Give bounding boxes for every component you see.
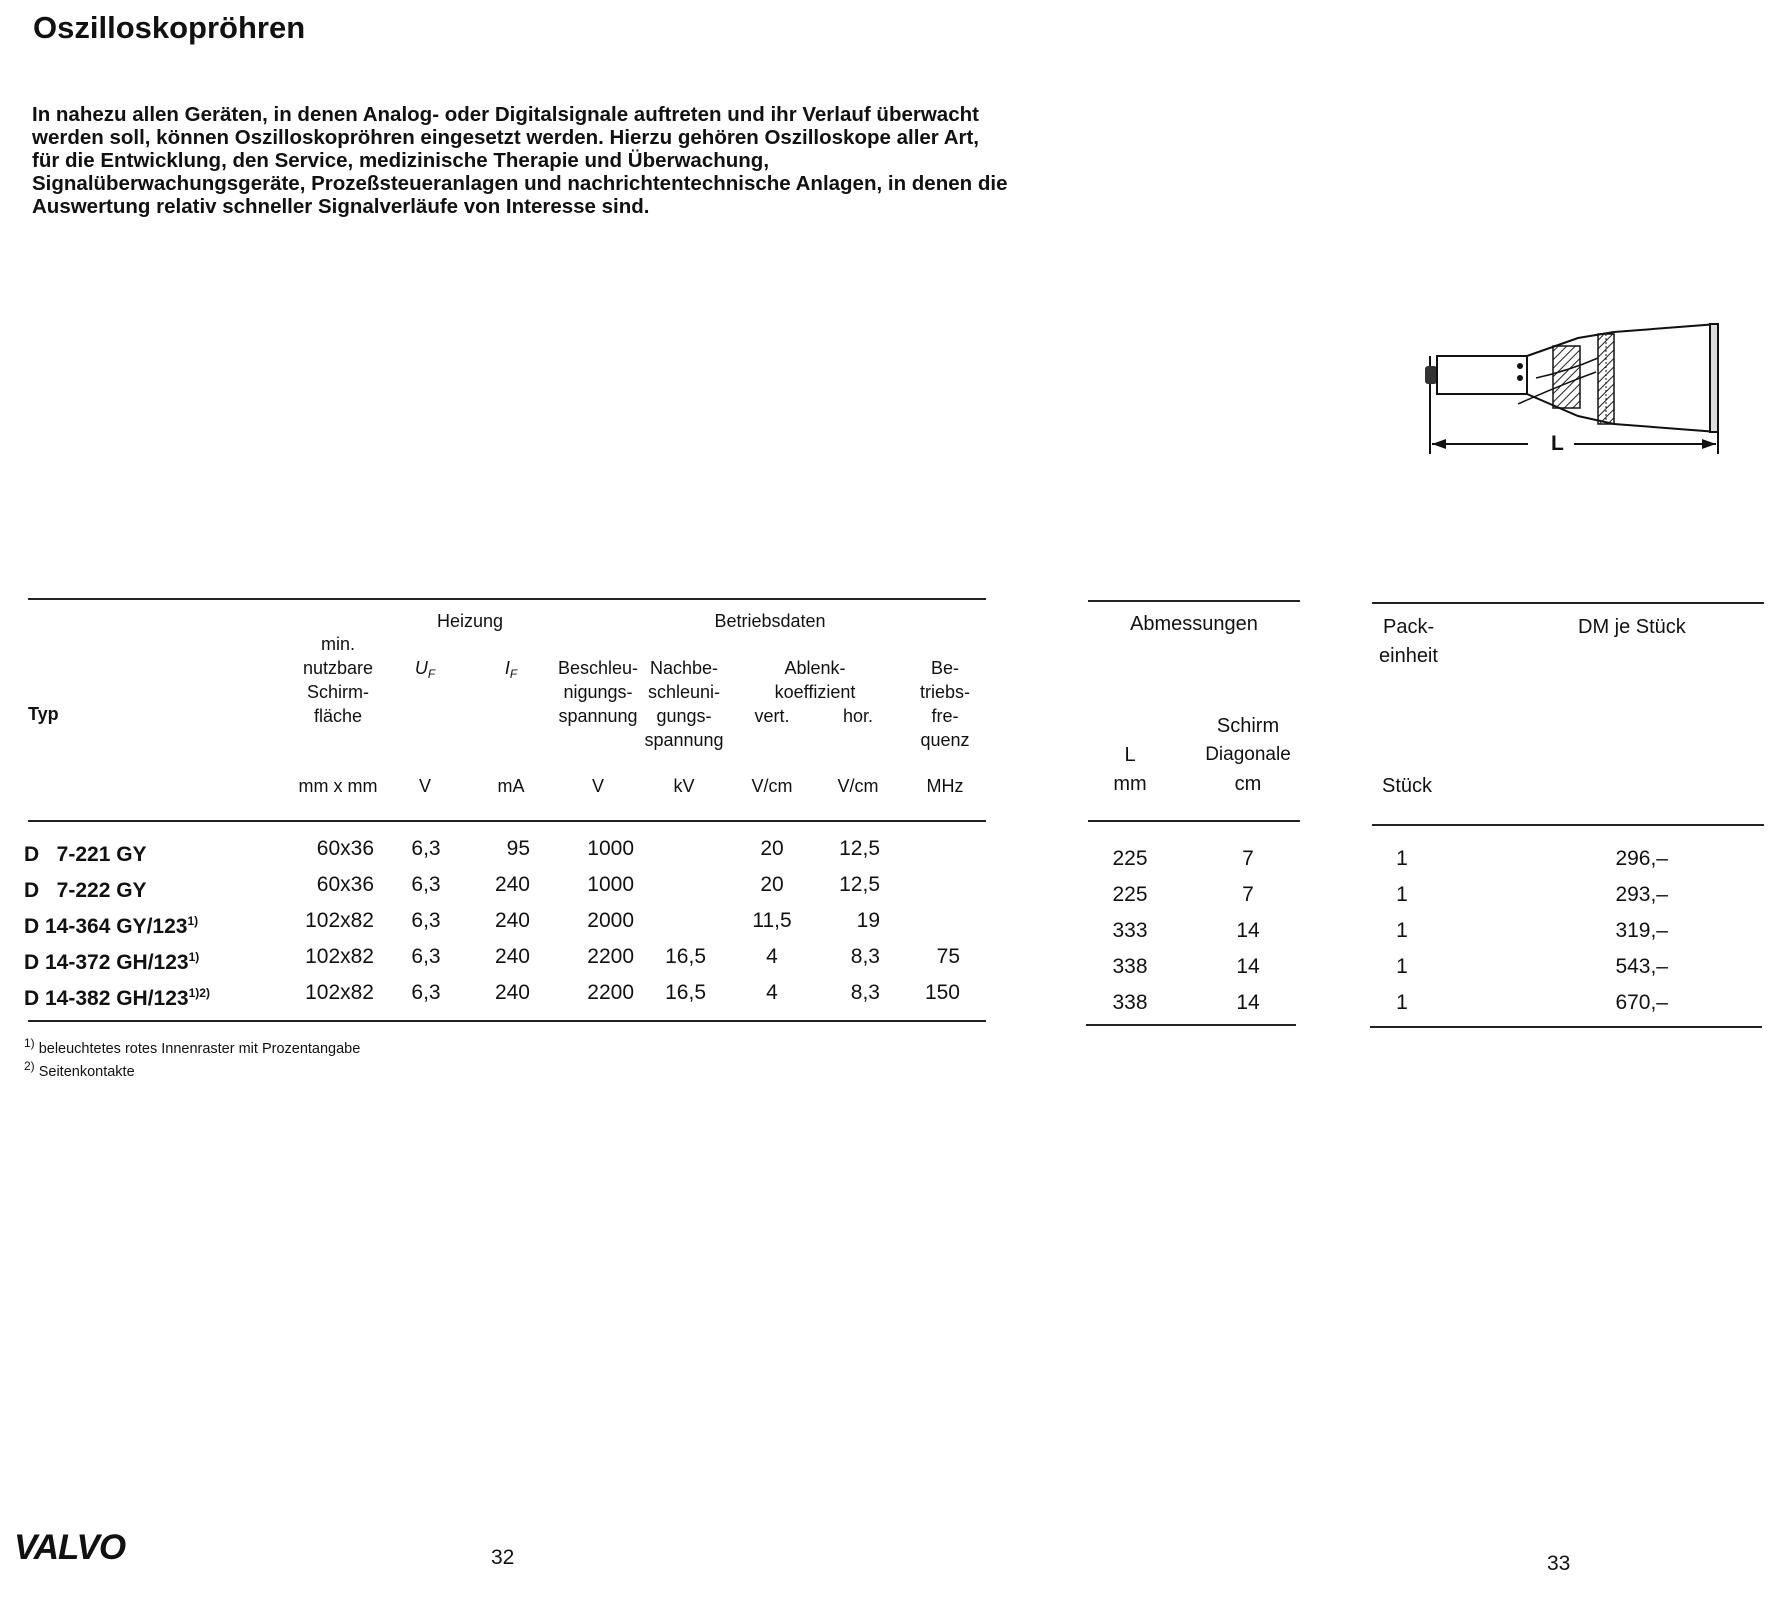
- cell-screen: 102x82: [305, 909, 374, 932]
- cell-length: 338: [1112, 955, 1148, 978]
- cell-diagonal: 14: [1236, 991, 1260, 1014]
- cell-if: 95: [506, 837, 530, 860]
- page-number-right: 33: [1547, 1552, 1571, 1575]
- dim-top-rule: [1088, 600, 1300, 602]
- cell-price: 296,–: [1615, 847, 1668, 870]
- header-typ: Typ: [28, 704, 59, 724]
- header-defl-1: Ablenk-: [784, 658, 846, 678]
- header-abmessungen: Abmessungen: [1130, 613, 1258, 635]
- cell-accel: 1000: [587, 837, 634, 860]
- header-post-3: gungs-: [656, 706, 712, 726]
- cell-price: 670,–: [1615, 991, 1668, 1014]
- cell-post: 16,5: [665, 945, 706, 968]
- price-bottom-rule: [1370, 1026, 1762, 1028]
- cell-if: 240: [494, 873, 530, 896]
- price-header-rule: [1372, 824, 1764, 826]
- cell-freq: 75: [936, 945, 960, 968]
- header-post-1: Nachbe-: [649, 658, 719, 678]
- cell-if: 240: [494, 945, 530, 968]
- unit-uf: V: [418, 776, 431, 796]
- cell-hor: 8,3: [850, 981, 880, 1004]
- unit-pack: Stück: [1382, 775, 1433, 797]
- header-freq-3: fre-: [931, 706, 959, 726]
- cell-type: D 7-222 GY: [24, 879, 147, 902]
- header-post-4: spannung: [644, 730, 724, 750]
- cell-screen: 102x82: [305, 945, 374, 968]
- header-accel-1: Beschleu-: [557, 658, 639, 678]
- dim-bottom-rule: [1086, 1024, 1296, 1026]
- cell-pack: 1: [1396, 883, 1408, 906]
- cell-hor: 12,5: [839, 873, 880, 896]
- header-schirm: Schirm: [1216, 715, 1280, 737]
- cell-uf: 6,3: [411, 981, 441, 1004]
- cell-if: 240: [494, 981, 530, 1004]
- header-l: L: [1124, 744, 1136, 766]
- cell-if: 240: [494, 909, 530, 932]
- header-pack-2: einheit: [1379, 645, 1438, 667]
- header-price: DM je Stück: [1578, 616, 1686, 638]
- unit-if: mA: [497, 776, 525, 796]
- cell-vert: 20: [760, 873, 784, 896]
- cell-price: 319,–: [1615, 919, 1668, 942]
- cell-uf: 6,3: [411, 873, 441, 896]
- cell-accel: 2200: [587, 981, 634, 1004]
- unit-freq: MHz: [926, 776, 964, 796]
- cell-vert: 4: [766, 945, 778, 968]
- cell-uf: 6,3: [411, 945, 441, 968]
- header-accel-2: nigungs-: [563, 682, 633, 702]
- intro-paragraph: In nahezu allen Geräten, in denen Analog- oder Digitalsignale auftreten und ihr Verlauf überwacht werden soll, können Oszilloskopröhren eingesetzt werden. Hierzu gehören Oszilloskope aller Art, für die Entwicklung, den Service, medizinische Therapie und Überwachung, Signalüberwachungsgeräte, Prozeßsteueranlagen und nachrichtentechnische Anlagen, in denen die Auswertung relativ schneller Signalverläufe von Interesse sind.: [32, 103, 1008, 218]
- cell-vert: 20: [760, 837, 784, 860]
- unit-diag: cm: [1234, 773, 1262, 795]
- header-heizung: Heizung: [436, 611, 504, 631]
- cell-length: 225: [1112, 883, 1148, 906]
- header-defl-hor: hor.: [842, 706, 874, 726]
- crt-tube-diagram: [1418, 316, 1730, 456]
- header-if: $I_F$: [504, 658, 518, 681]
- unit-vert: V/cm: [751, 776, 793, 796]
- header-screen-2: nutzbare: [302, 658, 374, 678]
- unit-accel: V: [591, 776, 604, 796]
- cell-diagonal: 14: [1236, 919, 1260, 942]
- header-betriebsdaten: Betriebsdaten: [714, 611, 826, 631]
- cell-screen: 60x36: [316, 837, 374, 860]
- cell-vert: 4: [766, 981, 778, 1004]
- header-screen-3: Schirm-: [307, 682, 369, 702]
- table-bottom-rule: [28, 1020, 986, 1022]
- cell-accel: 1000: [587, 873, 634, 896]
- cell-uf: 6,3: [411, 837, 441, 860]
- cell-diagonal: 14: [1236, 955, 1260, 978]
- unit-l: mm: [1113, 773, 1147, 795]
- cell-hor: 12,5: [839, 837, 880, 860]
- cell-diagonal: 7: [1242, 883, 1254, 906]
- cell-hor: 8,3: [850, 945, 880, 968]
- cell-accel: 2200: [587, 945, 634, 968]
- page-number-left: 32: [491, 1546, 515, 1569]
- cell-vert: 11,5: [752, 909, 792, 932]
- footnote-1: $^{1)}$ beleuchtetes rotes Innenraster mit Prozentangabe: [24, 1036, 361, 1057]
- header-accel-3: spannung: [558, 706, 638, 726]
- header-pack-1: Pack-: [1383, 616, 1435, 638]
- header-defl-2: koeffizient: [774, 682, 856, 702]
- cell-price: 293,–: [1615, 883, 1668, 906]
- cell-length: 333: [1112, 919, 1148, 942]
- header-uf: $U_F$: [414, 658, 436, 681]
- cell-pack: 1: [1396, 919, 1408, 942]
- cell-post: 16,5: [665, 981, 706, 1004]
- header-freq-2: triebs-: [919, 682, 970, 702]
- cell-diagonal: 7: [1242, 847, 1254, 870]
- price-top-rule: [1372, 602, 1764, 604]
- cell-length: 338: [1112, 991, 1148, 1014]
- unit-screen: mm x mm: [298, 776, 378, 796]
- table-top-rule: [28, 598, 986, 600]
- dim-header-rule: [1088, 820, 1300, 822]
- table-header-rule: [28, 820, 986, 822]
- unit-hor: V/cm: [837, 776, 879, 796]
- cell-type: D 14-364 GY/123$^{1)}$: [24, 914, 199, 938]
- cell-pack: 1: [1396, 847, 1408, 870]
- cell-freq: 150: [924, 981, 960, 1004]
- dimension-label: L: [1551, 432, 1564, 455]
- header-freq-4: quenz: [920, 730, 970, 750]
- page-title: Oszilloskopröhren: [33, 10, 306, 45]
- cell-price: 543,–: [1615, 955, 1668, 978]
- header-post-2: schleuni-: [647, 682, 721, 702]
- header-screen-4: fläche: [313, 706, 363, 726]
- header-diagonale: Diagonale: [1205, 744, 1291, 765]
- cell-screen: 60x36: [316, 873, 374, 896]
- cell-uf: 6,3: [411, 909, 441, 932]
- cell-length: 225: [1112, 847, 1148, 870]
- cell-screen: 102x82: [305, 981, 374, 1004]
- valvo-logo: VALVO: [14, 1528, 126, 1567]
- cell-type: D 14-372 GH/123$^{1)}$: [24, 950, 200, 974]
- footnote-2: $^{2)}$ Seitenkontakte: [24, 1059, 135, 1080]
- unit-post: kV: [673, 776, 695, 796]
- cell-accel: 2000: [587, 909, 634, 932]
- cell-type: D 7-221 GY: [24, 843, 147, 866]
- header-defl-vert: vert.: [754, 706, 790, 726]
- cell-hor: 19: [856, 909, 880, 932]
- cell-pack: 1: [1396, 991, 1408, 1014]
- cell-type: D 14-382 $GH/123^{1)2)}$: [24, 986, 210, 1010]
- header-freq-1: Be-: [930, 658, 959, 678]
- header-screen-1: min.: [320, 634, 355, 654]
- cell-pack: 1: [1396, 955, 1408, 978]
